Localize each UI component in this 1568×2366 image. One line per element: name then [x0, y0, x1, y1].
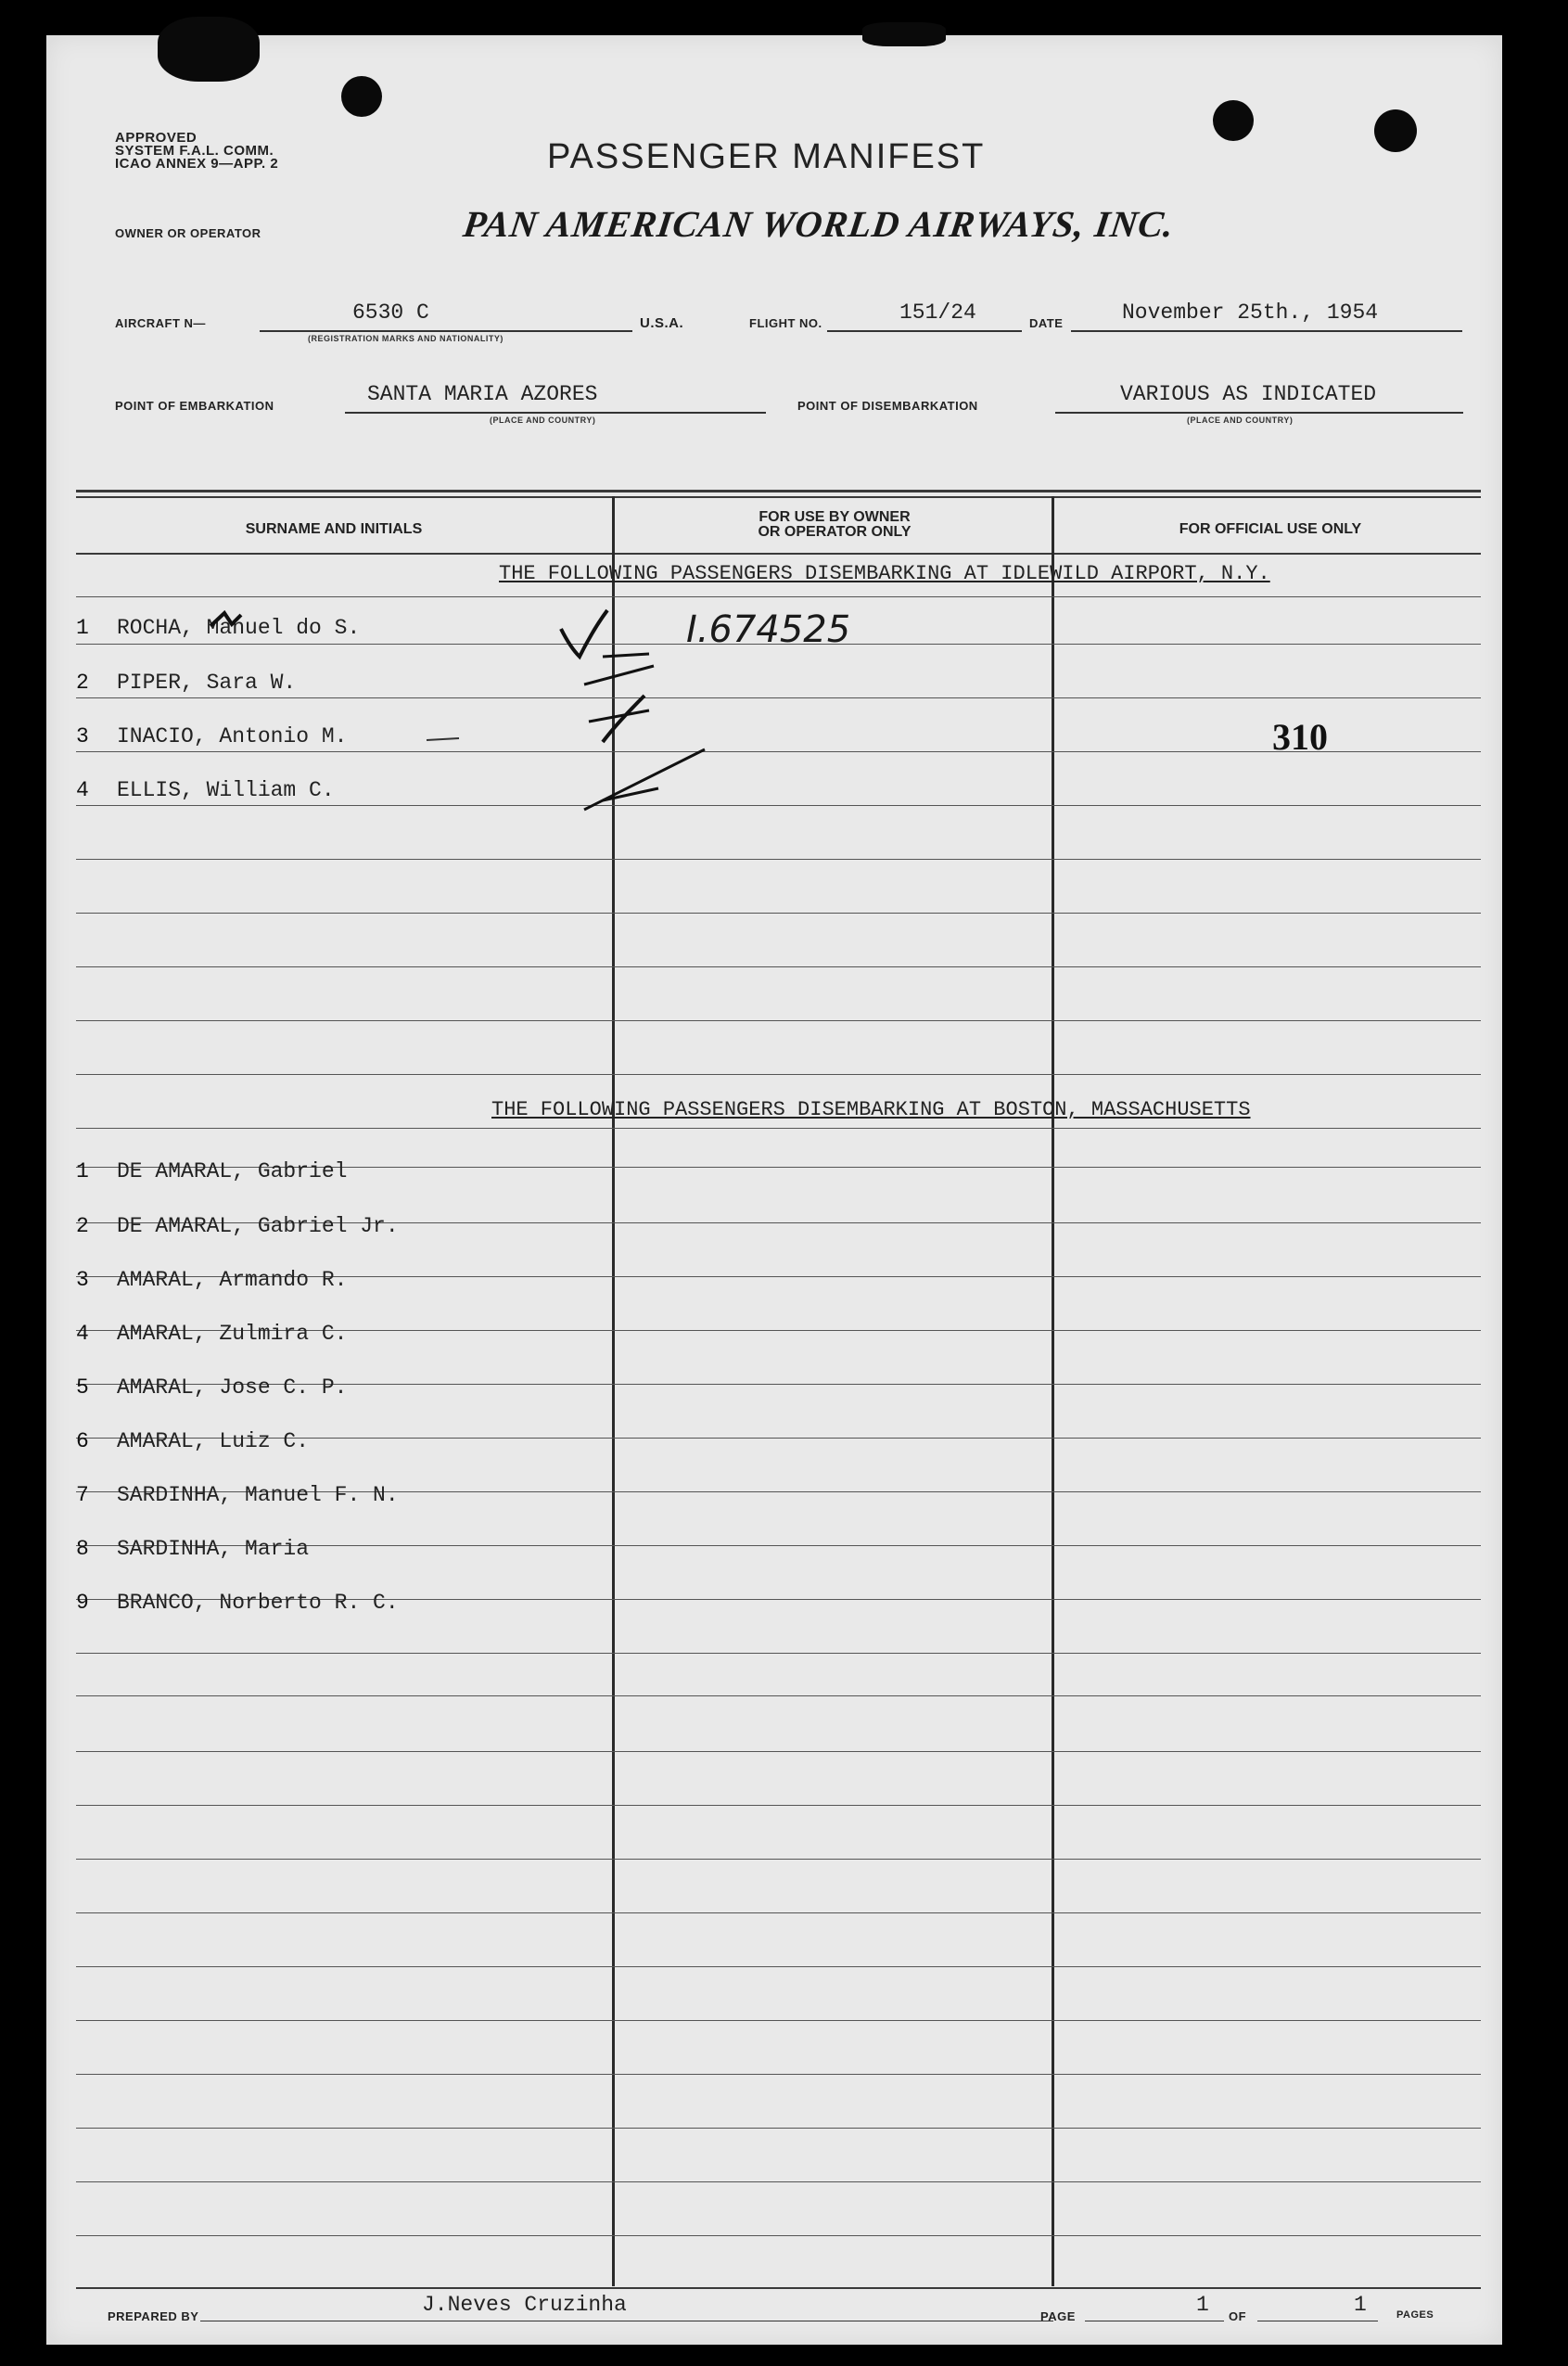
- section1-title: THE FOLLOWING PASSENGERS DISEMBARKING AT IDLEWILD AIRPORT, N.Y.: [499, 562, 1270, 585]
- dash-mark: [427, 738, 459, 740]
- passenger-name: INACIO, Antonio M.: [117, 724, 348, 748]
- row-number: 4: [76, 778, 89, 802]
- row-number: 8: [76, 1537, 89, 1561]
- aircraft-label: AIRCRAFT N—: [115, 316, 206, 330]
- checkmark-1: [561, 610, 607, 657]
- approval-line: SYSTEM F.A.L. COMM.: [115, 143, 274, 159]
- of-label: OF: [1229, 2309, 1247, 2323]
- column-header-official: FOR OFFICIAL USE ONLY: [1179, 521, 1362, 537]
- row-number: 6: [76, 1429, 89, 1453]
- checkmark-4b: [603, 788, 658, 800]
- owner-label: OWNER OR OPERATOR: [115, 226, 261, 240]
- row-rule: [76, 1020, 1481, 1021]
- row-number: 7: [76, 1483, 89, 1507]
- page-title: PASSENGER MANIFEST: [547, 137, 986, 176]
- passenger-name: ELLIS, William C.: [117, 778, 335, 802]
- flight-label: FLIGHT NO.: [749, 316, 822, 330]
- passenger-name: AMARAL, Jose C. P.: [117, 1375, 348, 1400]
- row-rule: [76, 1695, 1481, 1696]
- disembarkation-sub: (PLACE AND COUNTRY): [1187, 416, 1294, 425]
- row-rule: [76, 2235, 1481, 2236]
- row-number: 2: [76, 671, 89, 695]
- row-rule: [76, 1074, 1481, 1075]
- row-rule: [76, 1966, 1481, 1967]
- passenger-name: AMARAL, Zulmira C.: [117, 1322, 348, 1346]
- approval-line: APPROVED: [115, 130, 198, 146]
- of-value: 1: [1354, 2293, 1367, 2317]
- column-header-surname: SURNAME AND INITIALS: [245, 521, 423, 537]
- passenger-name: DE AMARAL, Gabriel Jr.: [117, 1214, 399, 1238]
- row-rule: [76, 2074, 1481, 2075]
- row-number: 1: [76, 616, 89, 640]
- passenger-name: SARDINHA, Maria: [117, 1537, 310, 1561]
- row-number: 5: [76, 1375, 89, 1400]
- column-header-owner-line: FOR USE BY OWNER: [759, 509, 911, 525]
- check-dash-1: [603, 654, 649, 657]
- date-label: DATE: [1029, 316, 1064, 330]
- prepared-value: J.Neves Cruzinha: [422, 2293, 627, 2317]
- aircraft-value: 6530 C: [352, 301, 429, 325]
- row-rule: [76, 1912, 1481, 1913]
- row-number: 1: [76, 1159, 89, 1183]
- checkmark-2: [584, 666, 654, 684]
- disembarkation-value: VARIOUS AS INDICATED: [1120, 382, 1377, 406]
- handwritten-id: I.674525: [686, 608, 851, 651]
- embarkation-value: SANTA MARIA AZORES: [367, 382, 598, 406]
- flight-value: 151/24: [899, 301, 976, 325]
- row-rule: [76, 913, 1481, 914]
- row-number: 2: [76, 1214, 89, 1238]
- table-bottom-rule: [76, 2287, 1481, 2289]
- pages-label: PAGES: [1396, 2309, 1434, 2321]
- passenger-name: DE AMARAL, Gabriel: [117, 1159, 348, 1183]
- disembarkation-label: POINT OF DISEMBARKATION: [797, 399, 978, 413]
- manifest-sheet: [46, 35, 1502, 2345]
- owner-value: PAN AMERICAN WORLD AIRWAYS, INC.: [460, 203, 1178, 245]
- usa-label: U.S.A.: [640, 315, 684, 331]
- scratch-mark: [210, 613, 241, 626]
- approval-line: ICAO ANNEX 9—APP. 2: [115, 156, 279, 172]
- passenger-name: ROCHA, Manuel do S.: [117, 616, 361, 640]
- row-rule: [76, 966, 1481, 967]
- row-number: 9: [76, 1591, 89, 1615]
- row-rule: [76, 2181, 1481, 2182]
- page-value: 1: [1196, 2293, 1209, 2317]
- row-number: 3: [76, 724, 89, 748]
- row-rule: [76, 2128, 1481, 2129]
- row-rule: [76, 2020, 1481, 2021]
- embarkation-label: POINT OF EMBARKATION: [115, 399, 274, 413]
- prepared-label: PREPARED BY: [108, 2309, 199, 2323]
- passenger-name: BRANCO, Norberto R. C.: [117, 1591, 399, 1615]
- row-number: 3: [76, 1268, 89, 1292]
- column-header-owner-line: OR OPERATOR ONLY: [758, 524, 911, 540]
- row-rule: [76, 1653, 1481, 1654]
- embarkation-sub: (PLACE AND COUNTRY): [490, 416, 596, 425]
- passenger-name: PIPER, Sara W.: [117, 671, 297, 695]
- section2-title: THE FOLLOWING PASSENGERS DISEMBARKING AT BOSTON, MASSACHUSETTS: [491, 1098, 1251, 1121]
- row-rule: [76, 1128, 1481, 1129]
- row-rule: [76, 1859, 1481, 1860]
- aircraft-sub: (REGISTRATION MARKS AND NATIONALITY): [308, 334, 504, 343]
- passenger-name: AMARAL, Luiz C.: [117, 1429, 310, 1453]
- row-number: 4: [76, 1322, 89, 1346]
- passenger-name: AMARAL, Armando R.: [117, 1268, 348, 1292]
- row-rule: [76, 1751, 1481, 1752]
- page-label: PAGE: [1040, 2309, 1076, 2323]
- passenger-name: SARDINHA, Manuel F. N.: [117, 1483, 399, 1507]
- row-rule: [76, 1805, 1481, 1806]
- checkmark-4: [584, 749, 705, 810]
- date-value: November 25th., 1954: [1122, 301, 1379, 325]
- official-code: 310: [1272, 716, 1328, 758]
